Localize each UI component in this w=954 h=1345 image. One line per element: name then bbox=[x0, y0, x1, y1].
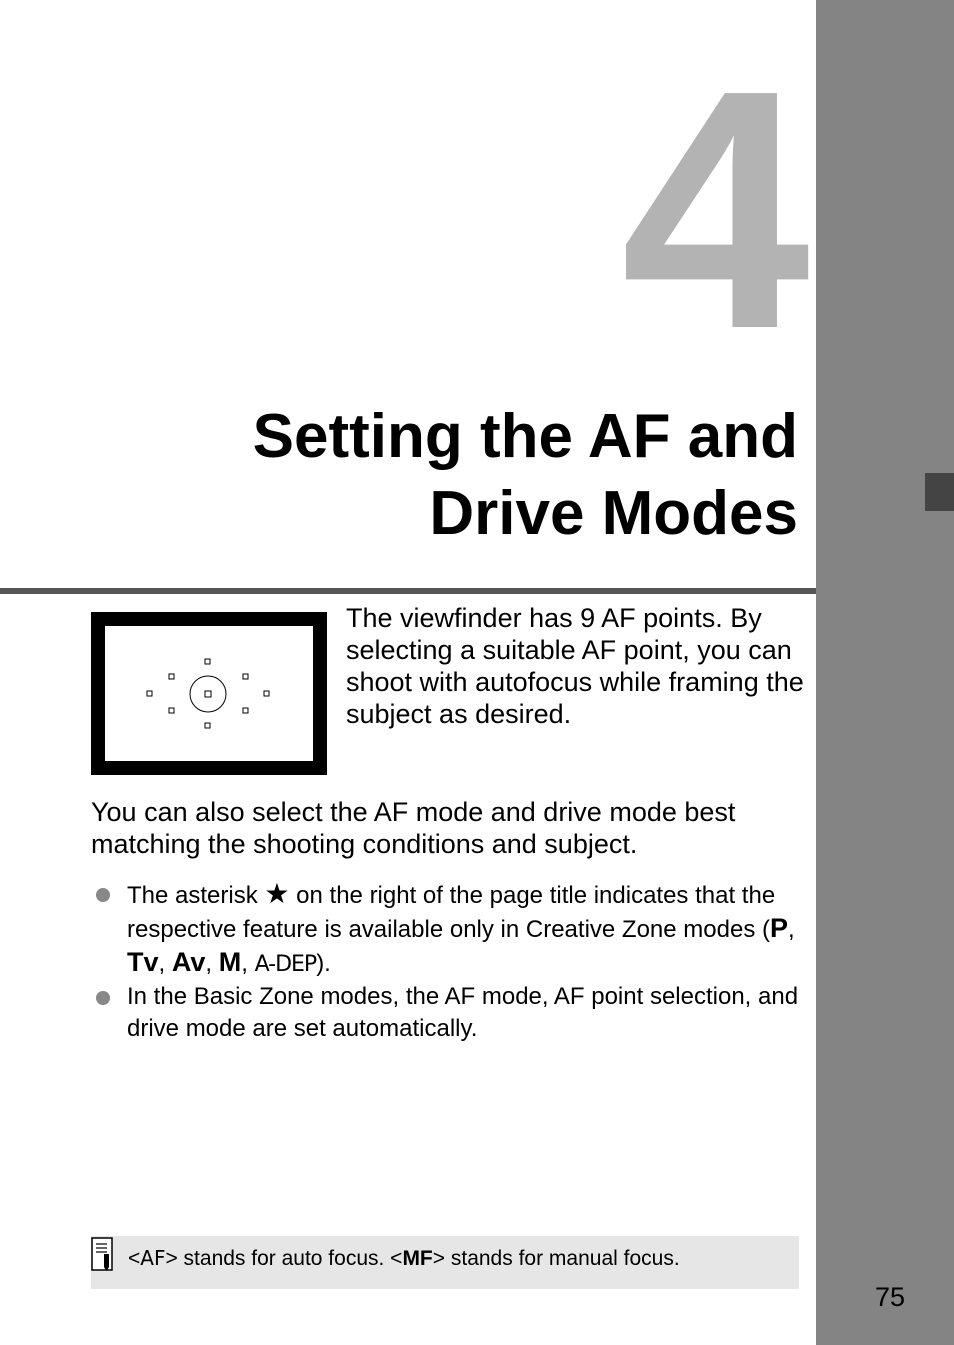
mode-tv-icon: Tv bbox=[127, 947, 159, 977]
bullet-text: In the Basic Zone modes, the AF mode, AF point selection, and drive mode are set automatically. bbox=[127, 983, 799, 1042]
mode-p-icon: P bbox=[769, 913, 788, 943]
af-point-bottom bbox=[205, 723, 210, 728]
af-mode-icon: AF bbox=[140, 1246, 166, 1270]
note-box bbox=[91, 1236, 799, 1289]
center-af-circle bbox=[190, 676, 226, 712]
af-point-upper-right bbox=[243, 674, 248, 679]
note-text: <AF> stands for auto focus. <MF> stands for manual focus. bbox=[128, 1246, 680, 1270]
chapter-tab-marker bbox=[925, 473, 954, 511]
intro-paragraph: The viewfinder has 9 AF points. By selecting a suitable AF point, you can shoot with autofocus while framing the subject as desired. bbox=[346, 603, 804, 729]
note-af-text: > stands for auto focus. < bbox=[165, 1247, 403, 1270]
page-number: 75 bbox=[874, 1282, 906, 1312]
af-point-center bbox=[205, 691, 211, 697]
note-mf-text: > stands for manual focus. bbox=[432, 1247, 680, 1270]
mode-av-icon: Av bbox=[171, 947, 206, 977]
af-point-left bbox=[147, 691, 152, 696]
star-icon: ★ bbox=[264, 878, 290, 909]
viewfinder-frame bbox=[98, 619, 320, 768]
af-point-right bbox=[264, 691, 269, 696]
mf-mode-label: MF bbox=[402, 1247, 433, 1270]
bullet-item-creative-zone: The asterisk ★ on the right of the page title indicates that the respective feature is available only in Creative Zone modes (P, Tv, Av, M, A-DEP). bbox=[91, 878, 803, 981]
mode-adep-icon: A-DEP bbox=[254, 952, 317, 977]
chapter-title bbox=[150, 398, 798, 552]
bullet-item-basic-zone bbox=[91, 981, 803, 1045]
af-point-upper-left bbox=[169, 674, 174, 679]
side-bar bbox=[816, 0, 954, 1345]
note-pencil-icon bbox=[91, 1236, 117, 1272]
chapter-number: 4 bbox=[620, 20, 810, 400]
bullet-dot-icon bbox=[96, 888, 110, 902]
viewfinder-af-points-illustration bbox=[91, 612, 327, 775]
af-point-top bbox=[205, 659, 210, 664]
bullet-text-end: ). bbox=[316, 950, 331, 977]
bullet-dot-icon bbox=[96, 991, 110, 1005]
bullet-list bbox=[91, 878, 803, 1045]
mode-m-icon: M bbox=[218, 947, 242, 977]
title-rule bbox=[0, 588, 816, 594]
bullet-text-middle: on the right of the page title indicates that the respective feature is available only in Creative Zone modes ( bbox=[127, 882, 776, 943]
chapter-title-line-2: Drive Modes bbox=[429, 479, 798, 548]
body-paragraph: You can also select the AF mode and drive mode best matching the shooting conditions and subject. bbox=[91, 797, 736, 859]
af-point-lower-right bbox=[243, 708, 248, 713]
bullet-text-start: The asterisk bbox=[127, 882, 265, 909]
chapter-title-line-1: Setting the AF and bbox=[252, 402, 798, 471]
af-point-lower-left bbox=[169, 708, 174, 713]
